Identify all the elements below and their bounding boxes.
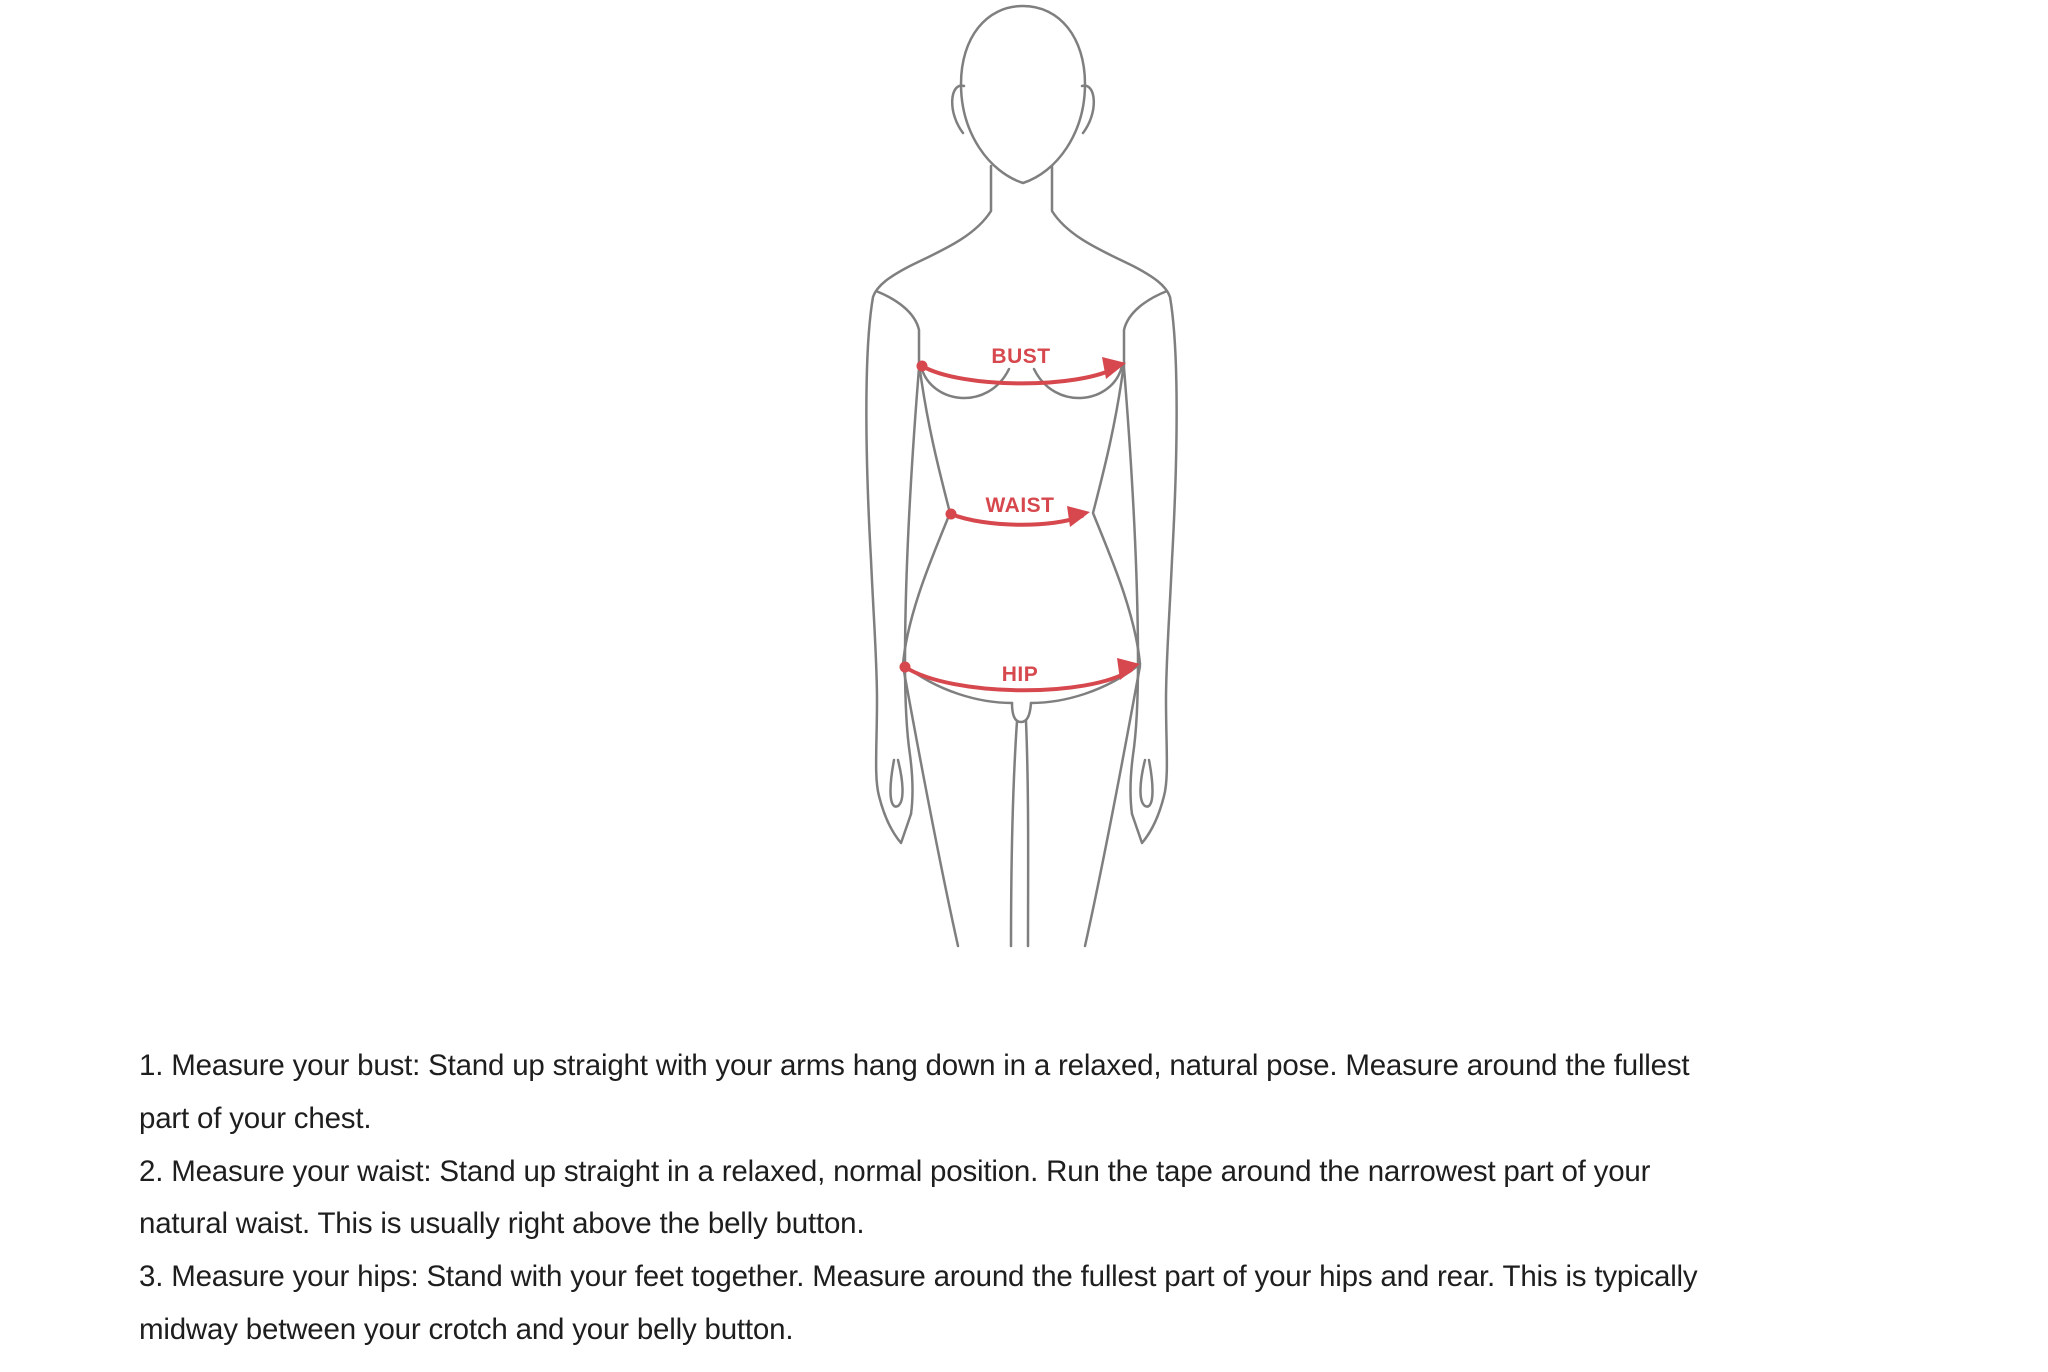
left-inner-thigh — [1011, 721, 1017, 946]
right-arm-outline — [1052, 166, 1177, 843]
waist-measure-start-dot — [946, 509, 957, 520]
bust-label: BUST — [991, 345, 1051, 368]
instruction-line-6: midway between your crotch and your belly button. — [139, 1312, 794, 1346]
instruction-line-1: 1. Measure your bust: Stand up straight with your arms hang down in a relaxed, natural pose. Measure around the fullest — [139, 1049, 1690, 1082]
left-arm-outline — [866, 166, 991, 843]
figure-outline — [866, 6, 1176, 946]
instruction-line-2: part of your chest. — [139, 1101, 372, 1135]
instruction-line-5: 3. Measure your hips: Stand with your feet together. Measure around the fullest part of your hips and rear. This is typically — [139, 1260, 1698, 1294]
left-inner-arm-outline — [876, 291, 919, 814]
right-inner-arm-outline — [1124, 291, 1167, 814]
head-outline — [961, 6, 1085, 183]
hip-measure-arrowhead — [1117, 658, 1140, 680]
left-thumb-outline — [891, 760, 903, 807]
instruction-line-4: natural waist. This is usually right above the belly button. — [139, 1207, 865, 1241]
right-inner-thigh — [1026, 721, 1028, 946]
bust-measure-start-dot — [917, 361, 928, 372]
waist-measure-arrowhead — [1067, 506, 1090, 527]
instruction-line-3: 2. Measure your waist: Stand up straight in a relaxed, normal position. Run the tape around the narrowest part of your — [139, 1154, 1651, 1188]
right-thumb-outline — [1140, 760, 1152, 807]
bust-measure-line — [922, 366, 1117, 383]
hip-measure-start-dot — [900, 662, 911, 673]
measuring-instructions — [139, 1040, 1999, 1357]
waist-label: WAIST — [985, 494, 1055, 517]
crotch-curve — [1012, 703, 1031, 722]
hip-label: HIP — [1001, 663, 1039, 686]
